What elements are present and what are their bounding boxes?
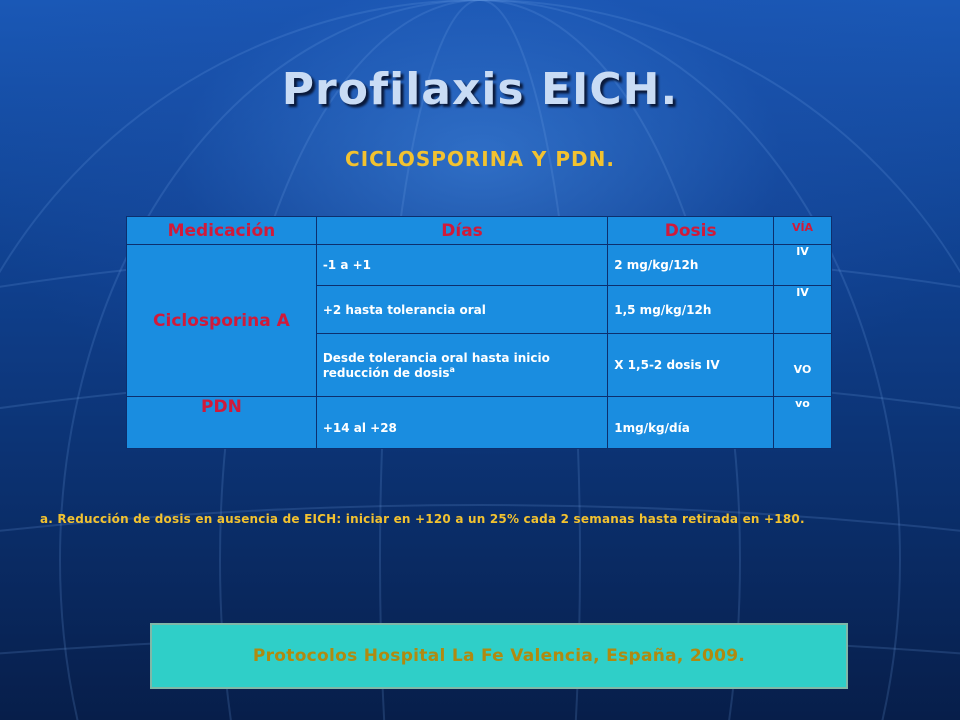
source-box <box>150 623 848 689</box>
dias-cell <box>316 334 607 397</box>
via-cell: vo <box>774 397 832 449</box>
page-subtitle: CICLOSPORINA Y PDN. <box>345 147 615 171</box>
footnote: a. Reducción de dosis en ausencia de EICH: iniciar en +120 a un 25% cada 2 semanas hasta retirada en +180. <box>40 512 805 526</box>
dias-cell: -1 a +1 <box>316 245 607 286</box>
table-header-row <box>127 217 832 245</box>
dosis-cell: 2 mg/kg/12h <box>608 245 774 286</box>
drug-ciclosporina: Ciclosporina A <box>127 245 317 397</box>
header-dosis: Dosis <box>608 217 774 245</box>
page-title: Profilaxis EICH. <box>281 64 679 115</box>
table-row <box>127 245 832 286</box>
header-dias: Días <box>316 217 607 245</box>
table-row <box>127 397 832 449</box>
footnote-marker: a <box>449 364 455 374</box>
dosis-cell: X 1,5-2 dosis IV <box>608 334 774 397</box>
drug-pdn: PDN <box>127 397 317 449</box>
header-medicacion: Medicación <box>127 217 317 245</box>
header-via: VÍA <box>774 217 832 245</box>
medication-table <box>126 216 832 449</box>
dosis-cell: 1,5 mg/kg/12h <box>608 286 774 334</box>
source-citation: Protocolos Hospital La Fe Valencia, España, 2009. <box>252 646 746 666</box>
via-cell: VO <box>774 334 832 397</box>
dias-cell: +2 hasta tolerancia oral <box>316 286 607 334</box>
dias-cell: +14 al +28 <box>316 397 607 449</box>
via-cell: IV <box>774 245 832 286</box>
dosis-cell: 1mg/kg/día <box>608 397 774 449</box>
dias-text: Desde tolerancia oral hasta inicio reducción de dosis <box>322 350 550 380</box>
via-cell: IV <box>774 286 832 334</box>
